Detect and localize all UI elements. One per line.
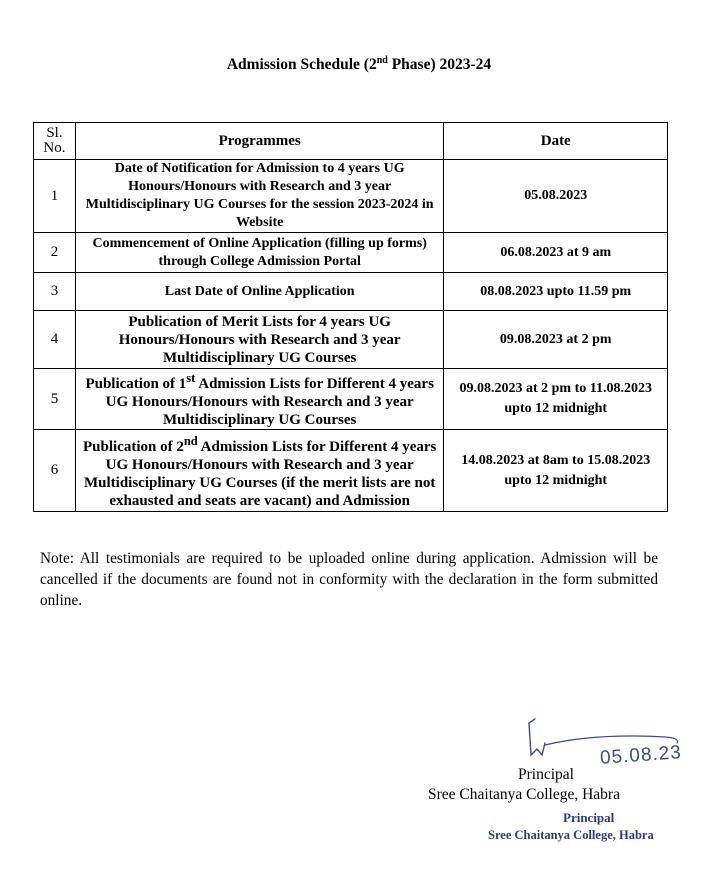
row-sl: 6 (34, 430, 76, 512)
table-row (34, 430, 668, 512)
schedule-table (33, 122, 668, 512)
row-date: 05.08.2023 (444, 160, 668, 233)
signatory-role: Principal (518, 766, 574, 783)
row-programme: Publication of Merit Lists for 4 years UG Honours/Honours with Research and 3 year Multidisciplinary UG Courses (75, 311, 444, 369)
table-row (34, 369, 668, 430)
admission-note: Note: All testimonials are required to be uploaded online during application. Admission will be cancelled if the documents are found not in conformity with the declaration in the form submitted online. (40, 550, 658, 609)
header-date: Date (444, 123, 668, 160)
row-sl: 4 (34, 311, 76, 369)
table-row (34, 233, 668, 273)
table-row (34, 273, 668, 311)
row-date: 06.08.2023 at 9 am (444, 233, 668, 273)
header-programmes: Programmes (75, 123, 444, 160)
stamp-role: Principal (563, 810, 615, 825)
row-date: 08.08.2023 upto 11.59 pm (444, 273, 668, 311)
header-sl-no: Sl. No. (34, 123, 76, 160)
row-date: 09.08.2023 at 2 pm (444, 311, 668, 369)
row-date: 09.08.2023 at 2 pm to 11.08.2023 upto 12 midnight (444, 369, 668, 430)
table-row (34, 160, 668, 233)
signatory-college: Sree Chaitanya College, Habra (428, 786, 620, 803)
table-header-row (34, 123, 668, 160)
row-programme: Publication of 1st Admission Lists for Different 4 years UG Honours/Honours with Research and 3 year Multidisciplinary UG Courses (75, 369, 444, 430)
row-sl: 2 (34, 233, 76, 273)
row-sl: 3 (34, 273, 76, 311)
signature-date: 05.08.23 (599, 742, 683, 769)
row-programme: Last Date of Online Application (75, 273, 444, 311)
row-sl: 1 (34, 160, 76, 233)
page-title: Admission Schedule (2nd Phase) 2023-24 (226, 55, 492, 74)
row-programme: Publication of 2nd Admission Lists for Different 4 years UG Honours/Honours with Research and 3 year Multidisciplinary UG Courses (if the merit lists are not exhausted and seats are vacant) and Admission (75, 430, 444, 512)
row-sl: 5 (34, 369, 76, 430)
table-row (34, 311, 668, 369)
stamp-college: Sree Chaitanya College, Habra (488, 828, 654, 842)
row-programme: Date of Notification for Admission to 4 years UG Honours/Honours with Research and 3 year Multidisciplinary UG Courses for the session 2023-2024 in Website (75, 160, 444, 233)
row-date: 14.08.2023 at 8am to 15.08.2023 upto 12 midnight (444, 430, 668, 512)
row-programme: Commencement of Online Application (filling up forms) through College Admission Portal (75, 233, 444, 273)
